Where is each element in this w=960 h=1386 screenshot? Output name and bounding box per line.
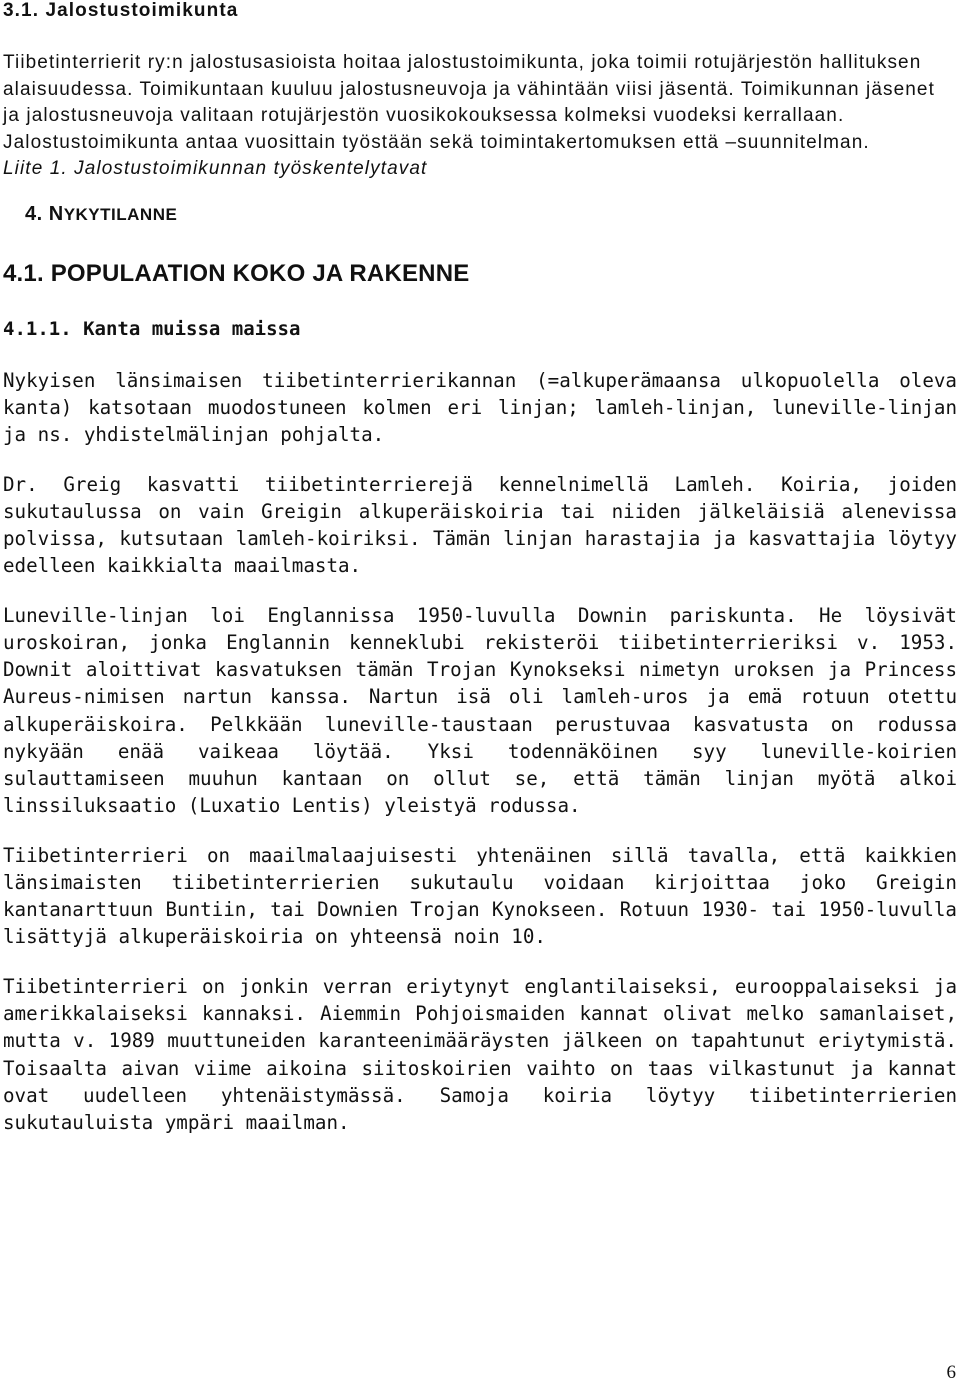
chapter-heading [25, 201, 957, 228]
intro-text: Tiibetinterrierit ry:n jalostusasioista hoitaa jalostustoimikunta, joka toimii rotujärjestön hallituksen alaisuudessa. Toimikuntaan kuuluu jalostusneuvoja ja vähintään viisi jäsentä. Toimikunnan jäsenet ja jalostusneuvoja valitaan rotujärjestön vuosikokouksessa kolmeksi vuodeksi kerrallaan. Jalostustoimikunta antaa vuosittain työstään sekä toimintakertomuksen että –suunnitelman. [3, 52, 935, 153]
document-page [3, 0, 957, 1136]
subsubsection-heading: 4.1.1. Kanta muissa maissa [3, 317, 301, 340]
attachment-reference: Liite 1. Jalostustoimikunnan työskentelytavat [3, 158, 428, 179]
chapter-number: 4. N [25, 202, 64, 225]
chapter-title-smallcaps: YKYTILANNE [63, 204, 178, 224]
body-paragraph: Dr. Greig kasvatti tiibetinterrierejä kennelnimellä Lamleh. Koiria, joiden sukutaulussa on vain Greigin alkuperäiskoiria tai niiden jälkeläisiä alenevissa polvissa, kutsutaan lamleh-koiriksi. Tämän linjan harastajia ja kasvattajia löytyy edelleen kaikkialta maailmasta. [3, 472, 957, 578]
body-paragraph: Tiibetinterrieri on jonkin verran eriytynyt englantilaiseksi, eurooppalaiseksi ja amerikkalaiseksi kannaksi. Aiemmin Pohjoismaiden kannat olivat melko samanlaiset, mutta v. 1989 muuttuneiden karanteenimääräysten jälkeen on tapahtunut eriytymistä. Toisaalta aivan viime aikoina siitoskoirien vaihto on taas vilkastunut ja kannat ovat uudelleen yhtenäistymässä. Samoja koiria löytyy tiibetinterrierien sukutauluista ympäri maailman. [3, 975, 957, 1134]
section-heading: 3.1. Jalostustoimikunta [3, 0, 239, 21]
subsection-heading: 4.1. POPULAATION KOKO JA RAKENNE [3, 259, 470, 287]
body-paragraph: Tiibetinterrieri on maailmalaajuisesti yhtenäinen sillä tavalla, että kaikkien länsimaisten tiibetinterrierien sukutaulu voidaan kirjoittaa joko Greigin kantanarttuun Buntiin, tai Downien Trojan Kynokseen. Rotuun 1930- tai 1950-luvulla lisättyjä alkuperäiskoiria on yhteensä noin 10. [3, 843, 957, 949]
section-intro-paragraph [3, 50, 957, 183]
body-paragraph: Nykyisen länsimaisen tiibetinterrierikannan (=alkuperämaansa ulkopuolella oleva kanta) katsotaan muodostuneen kolmen eri linjan; lamleh-linjan, luneville-linjan ja ns. yhdistelmälinjan pohjalta. [3, 368, 957, 446]
page-number: 6 [946, 1362, 956, 1383]
body-paragraph: Luneville-linjan loi Englannissa 1950-luvulla Downin pariskunta. He löysivät uroskoiran, jonka Englannin kenneklubi rekisteröi tiibetinterrieriksi v. 1953. Downit aloittivat kasvatuksen tämän Trojan Kynokseksi nimetyn uroksen ja Princess Aureus-nimisen nartun kanssa. Nartun isä oli lamleh-uros ja emä rotuun otettu alkuperäiskoira. Pelkkään luneville-taustaan perustuvaa kasvatusta on rodussa nykyään enää vaikeaa löytää. Yksi todennäköinen syy luneville-koirien sulauttamiseen muuhun kantaan on ollut se, että tämän linjan myötä alkoi linssiluksaatio (Luxatio Lentis) yleistyä rodussa. [3, 604, 957, 817]
